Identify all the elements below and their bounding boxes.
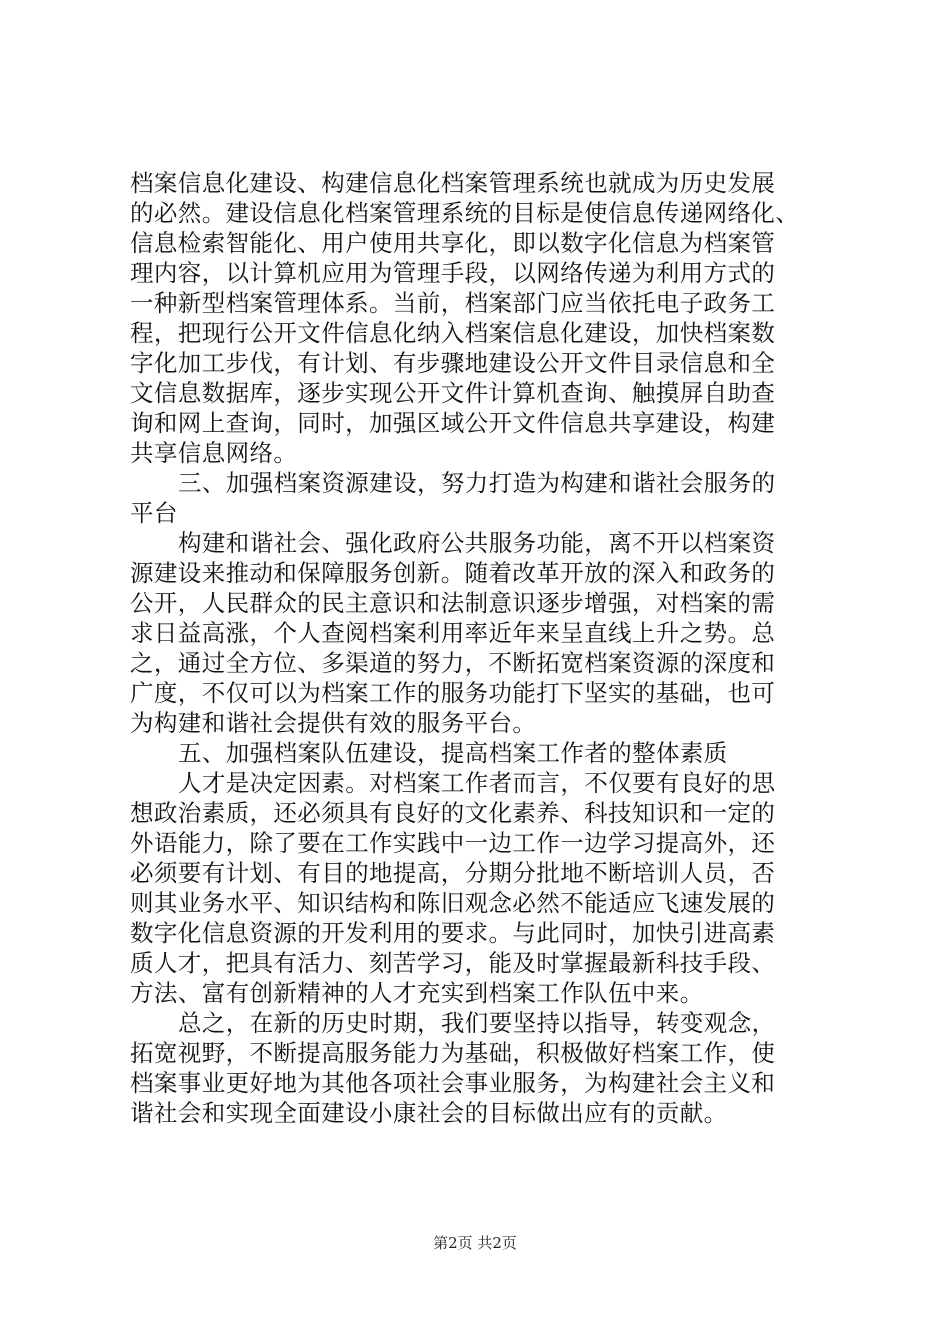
text-line: 公开，人民群众的民主意识和法制意识逐步增强，对档案的需 — [130, 589, 776, 617]
text-line: 询和网上查询，同时，加强区域公开文件信息共享建设，构建 — [130, 409, 776, 437]
text-line: 总之，在新的历史时期，我们要坚持以指导，转变观念， — [178, 1009, 776, 1037]
text-line: 信息检索智能化、用户使用共享化，即以数字化信息为档案管 — [130, 229, 776, 257]
text-line: 质人才，把具有活力、刻苦学习，能及时掌握最新科技手段、 — [130, 949, 776, 977]
text-line: 方法、富有创新精神的人才充实到档案工作队伍中来。 — [130, 979, 704, 1007]
text-line: 必须要有计划、有目的地提高，分期分批地不断培训人员，否 — [130, 859, 776, 887]
text-line: 共享信息网络。 — [130, 439, 298, 467]
text-line: 构建和谐社会、强化政府公共服务功能，离不开以档案资 — [178, 529, 776, 557]
text-line: 人才是决定因素。对档案工作者而言，不仅要有良好的思 — [178, 769, 776, 797]
text-line: 源建设来推动和保障服务创新。随着改革开放的深入和政务的 — [130, 559, 776, 587]
page-footer: 第2页 共2页 — [433, 1234, 517, 1252]
text-line: 之，通过全方位、多渠道的努力，不断拓宽档案资源的深度和 — [130, 649, 776, 677]
text-line: 档案信息化建设、构建信息化档案管理系统也就成为历史发展 — [130, 169, 776, 197]
text-line: 谐社会和实现全面建设小康社会的目标做出应有的贡献。 — [130, 1099, 728, 1127]
text-line: 档案事业更好地为其他各项社会事业服务，为构建社会主义和 — [130, 1069, 776, 1097]
text-line: 字化加工步伐，有计划、有步骤地建设公开文件目录信息和全 — [130, 349, 776, 377]
text-line: 三、加强档案资源建设，努力打造为构建和谐社会服务的 — [178, 469, 776, 497]
text-line: 的必然。建设信息化档案管理系统的目标是使信息传递网络化、 — [130, 199, 800, 227]
text-line: 为构建和谐社会提供有效的服务平台。 — [130, 709, 537, 737]
text-line: 则其业务水平、知识结构和陈旧观念必然不能适应飞速发展的 — [130, 889, 776, 917]
text-line: 一种新型档案管理体系。当前，档案部门应当依托电子政务工 — [130, 289, 776, 317]
text-line: 理内容，以计算机应用为管理手段，以网络传递为利用方式的 — [130, 259, 776, 287]
text-line: 数字化信息资源的开发利用的要求。与此同时，加快引进高素 — [130, 919, 776, 947]
text-line: 平台 — [130, 499, 178, 527]
text-line: 文信息数据库，逐步实现公开文件计算机查询、触摸屏自助查 — [130, 379, 776, 407]
text-line: 广度，不仅可以为档案工作的服务功能打下坚实的基础，也可 — [130, 679, 776, 707]
text-line: 外语能力，除了要在工作实践中一边工作一边学习提高外，还 — [130, 829, 776, 857]
document-body — [130, 168, 830, 1128]
text-line: 想政治素质，还必须具有良好的文化素养、科技知识和一定的 — [130, 799, 776, 827]
text-line: 五、加强档案队伍建设，提高档案工作者的整体素质 — [178, 739, 728, 767]
text-line: 求日益高涨，个人查阅档案利用率近年来呈直线上升之势。总 — [130, 619, 776, 647]
text-line: 程，把现行公开文件信息化纳入档案信息化建设，加快档案数 — [130, 319, 776, 347]
text-line: 拓宽视野，不断提高服务能力为基础，积极做好档案工作，使 — [130, 1039, 776, 1067]
